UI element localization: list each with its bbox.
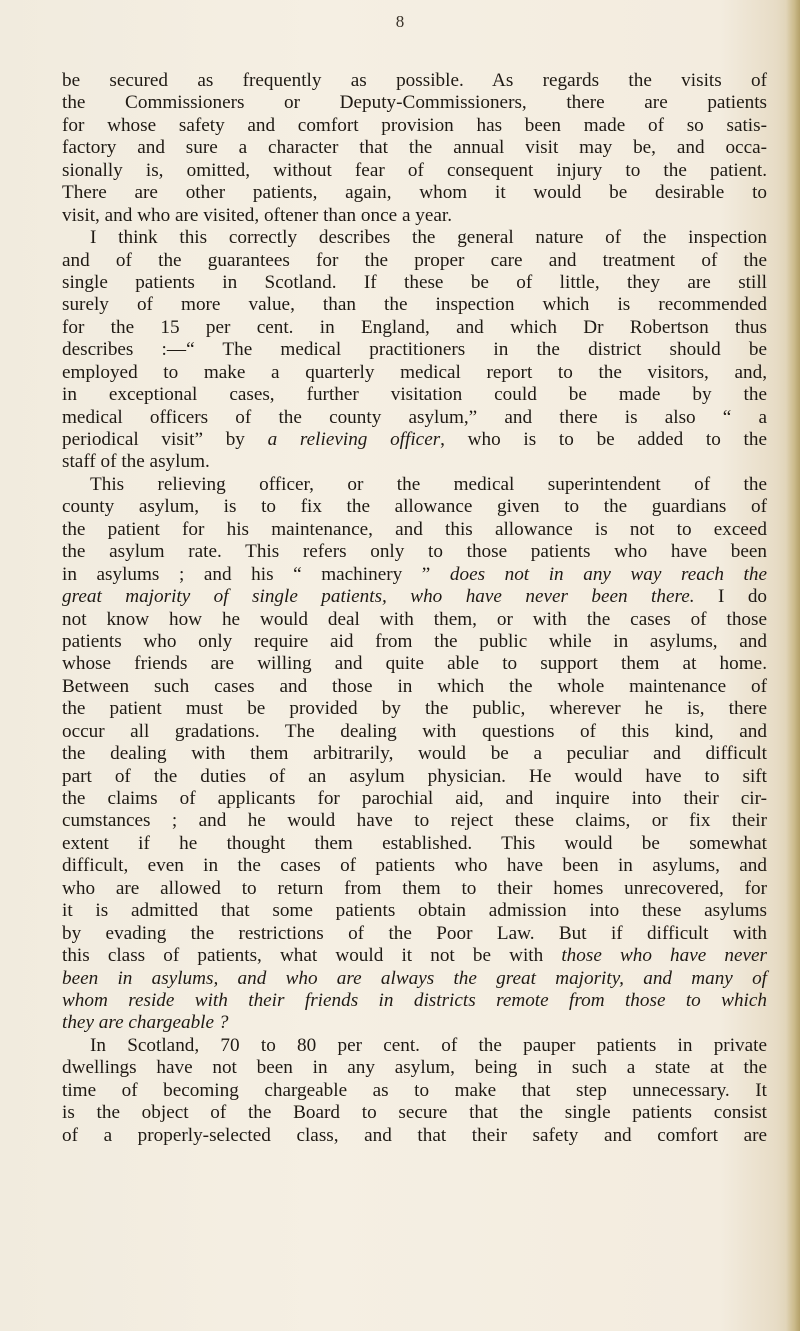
text-run: I do [694,586,768,608]
italic-text-run: they are chargeable ? [62,1012,229,1034]
text-line: time of becoming chargeable as to make that step unnecessary. It [62,1079,767,1101]
text-line [62,990,767,1012]
text-line: the dealing with them arbitrarily, would be a peculiar and difficult [62,743,767,765]
text-line: There are other patients, again, whom it would be desirable to [62,182,767,204]
italic-text-run: does not in any way reach the [449,563,767,585]
text-line: describes :—“ The medical practitioners in the district should be [62,339,767,361]
text-line: visit, and who are visited, oftener than once a year. [62,204,453,226]
text-line [62,564,767,586]
text-line: Between such cases and those in which the whole maintenance of [62,675,767,697]
text-line: it is admitted that some patients obtain admission into these asylums [62,900,767,922]
text-run: , who is to be added to the [440,429,767,450]
italic-text-run: been in asylums, and who are always the great majority, and many of [62,967,767,989]
text-line: who are allowed to return from them to their homes unrecovered, for [62,877,767,899]
text-run: in asylums ; and his “ machinery ” [62,563,450,585]
text-line: the patient must be provided by the public, wherever he is, there [62,698,767,720]
page-edge-shadow [786,0,800,1331]
text-line: This relieving officer, or the medical superintendent of the [90,473,767,495]
text-line: part of the duties of an asylum physician. He would have to sift [62,765,767,787]
text-line: surely of more value, than the inspection which is recommended [62,294,767,316]
text-line: county asylum, is to fix the allowance given to the guardians of [62,496,767,518]
text-line: single patients in Scotland. If these be of little, they are still [62,271,767,293]
text-line: the Commissioners or Deputy-Commissioners, there are patients [62,92,767,114]
text-line: patients who only require aid from the public while in asylums, and [62,630,767,652]
text-line: occur all gradations. The dealing with questions of this kind, and [62,720,767,742]
text-line: for the 15 per cent. in England, and which Dr Robertson thus [62,316,767,338]
text-line: the claims of applicants for parochial aid, and inquire into their cir- [62,788,767,809]
text-line: difficult, even in the cases of patients who have been in asylums, and [62,855,767,877]
text-line: the asylum rate. This refers only to those patients who have been [62,541,767,563]
text-line: extent if he thought them established. This would be somewhat [62,832,767,854]
text-line: for whose safety and comfort provision has been made of so satis- [62,114,767,136]
text-line: whose friends are willing and quite able to support them at home. [62,653,767,675]
italic-text-run: a relieving officer [267,429,441,450]
page-number: 8 [395,12,405,31]
text-line: cumstances ; and he would have to reject these claims, or fix their [62,810,767,832]
text-line: staff of the asylum. [62,451,210,473]
text-line: medical officers of the county asylum,” and there is also “ a [62,406,767,428]
body-text [62,70,767,1147]
italic-text-run: those who have never [561,945,767,967]
text-line: dwellings have not been in any asylum, being in such a state at the [62,1057,767,1079]
text-line: by evading the restrictions of the Poor Law. But if difficult with [62,922,767,944]
text-line: sionally is, omitted, without fear of consequent injury to the patient. [62,159,767,181]
text-line: factory and sure a character that the annual visit may be, and occa- [62,137,767,159]
text-line: the patient for his maintenance, and this allowance is not to exceed [62,518,767,540]
text-line: of a properly-selected class, and that their safety and comfort are [62,1124,767,1146]
text-run: periodical visit” by [62,429,268,450]
text-line: and of the guarantees for the proper care and treatment of the [62,249,767,271]
text-line: In Scotland, 70 to 80 per cent. of the pauper patients in private [90,1034,767,1056]
text-line: employed to make a quarterly medical report to the visitors, and, [62,361,767,383]
text-line [62,429,767,451]
text-line [62,1012,767,1034]
italic-text-run: great majority of single patients, who have never been there. [62,586,695,608]
text-line: not know how he would deal with them, or with the cases of those [62,608,767,630]
text-line [62,586,767,608]
text-line: is the object of the Board to secure that the single patients consist [62,1102,767,1124]
italic-text-run: whom reside with their friends in districts remote from those to which [62,989,767,1011]
text-line: in exceptional cases, further visitation could be made by the [62,384,767,406]
text-line: I think this correctly describes the general nature of the inspection [90,227,767,249]
text-run: this class of patients, what would it not be with [62,945,562,967]
text-line: be secured as frequently as possible. As regards the visits of [62,70,767,91]
text-line [62,945,767,967]
text-line [62,968,767,990]
